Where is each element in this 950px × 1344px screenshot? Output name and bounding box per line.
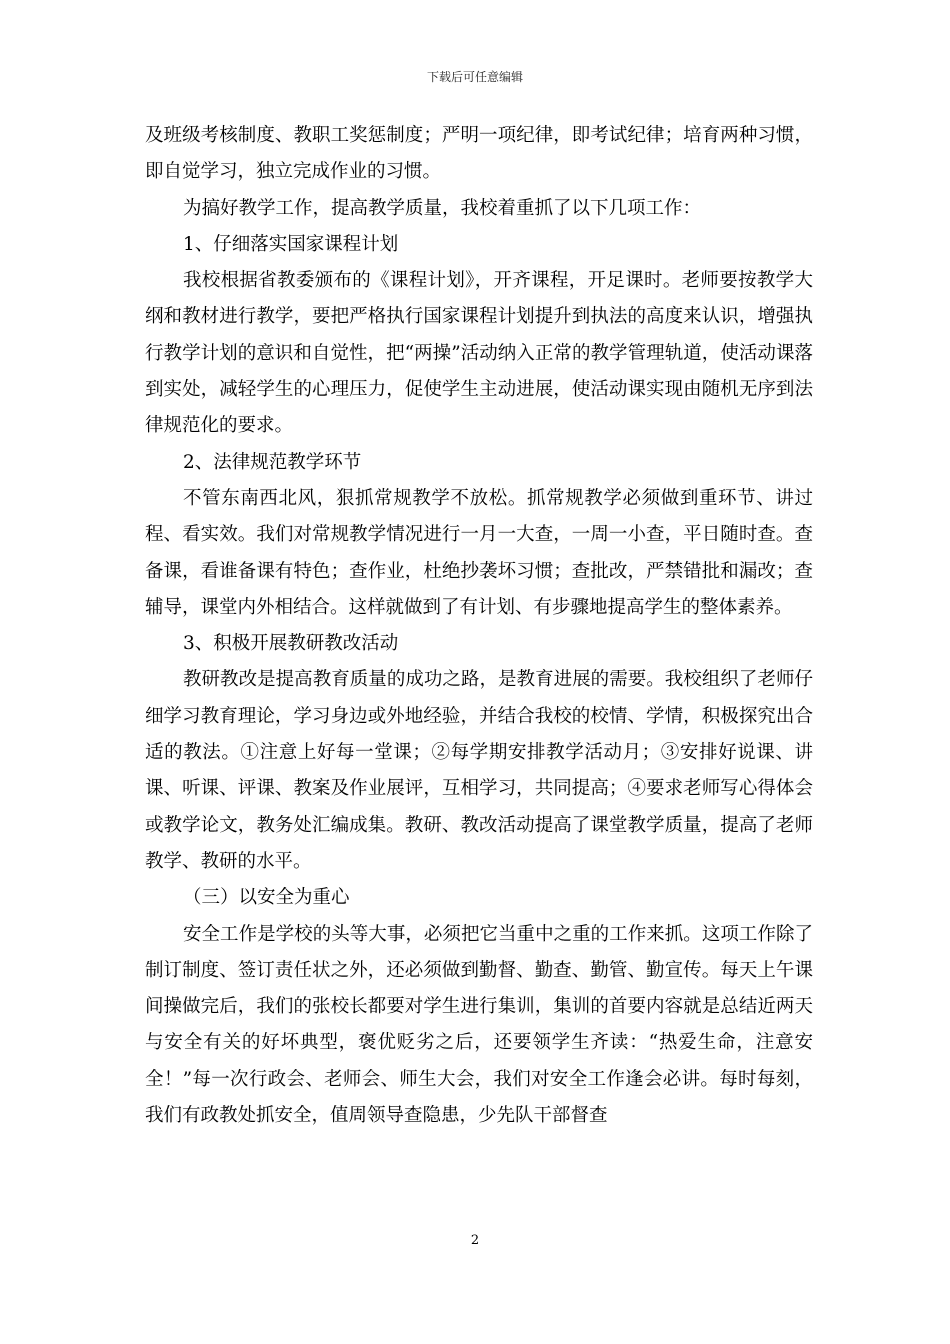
page-header: 下载后可任意编辑 [426,70,523,84]
paragraph: 安全工作是学校的头等大事，必须把它当重中之重的工作来抓。这项工作除了制订制度、签订责任状之外，还必须做到勤督、勤查、勤管、勤宣传。每天上午课间操做完后，我们的张校长都要对学生进行集训，集训的首要内容就是总结近两天与安全有关的好坏典型，褒优贬劣之后，还要领学生齐读：“热爱生命，注意安全！”每一次行政会、老师会、师生大会，我们对安全工作逢会必讲。每时每刻，我们有政教处抓安全，值周领导查隐患，少先队干部督查 [145,923,813,1127]
section-heading: （三）以安全为重心 [183,887,350,909]
paragraph: 为搞好教学工作，提高教学质量，我校着重抓了以下几项工作： [183,197,702,219]
section-heading: 1、仔细落实国家课程计划 [183,233,399,255]
section-heading: 3、积极开展教研教改活动 [183,633,399,655]
document-body [145,118,813,1134]
paragraph: 及班级考核制度、教职工奖惩制度；严明一项纪律，即考试纪律；培育两种习惯，即自觉学习，独立完成作业的习惯。 [145,125,813,183]
section-heading: 2、法律规范教学环节 [183,451,362,473]
page-number: 2 [470,1233,480,1248]
paragraph: 教研教改是提高教育质量的成功之路，是教育进展的需要。我校组织了老师仔细学习教育理论，学习身边或外地经验，并结合我校的校情、学情，积极探究出合适的教法。①注意上好每一堂课；②每学期安排教学活动月；③安排好说课、讲课、听课、评课、教案及作业展评，互相学习，共同提高；④要求老师写心得体会或教学论文，教务处汇编成集。教研、教改活动提高了课堂教学质量，提高了老师教学、教研的水平。 [145,669,813,872]
paragraph: 不管东南西北风，狠抓常规教学不放松。抓常规教学必须做到重环节、讲过程、看实效。我们对常规教学情况进行一月一大查，一周一小查，平日随时查。查备课，看谁备课有特色；查作业，杜绝抄袭坏习惯；查批改，严禁错批和漏改；查辅导，课堂内外相结合。这样就做到了有计划、有步骤地提高学生的整体素养。 [145,487,813,618]
paragraph: 我校根据省教委颁布的《课程计划》，开齐课程，开足课时。老师要按教学大纲和教材进行教学，要把严格执行国家课程计划提升到执法的高度来认识，增强执行教学计划的意识和自觉性，把“两操”活动纳入正常的教学管理轨道，使活动课落到实处，减轻学生的心理压力，促使学生主动进展，使活动课实现由随机无序到法律规范化的要求。 [145,270,813,437]
